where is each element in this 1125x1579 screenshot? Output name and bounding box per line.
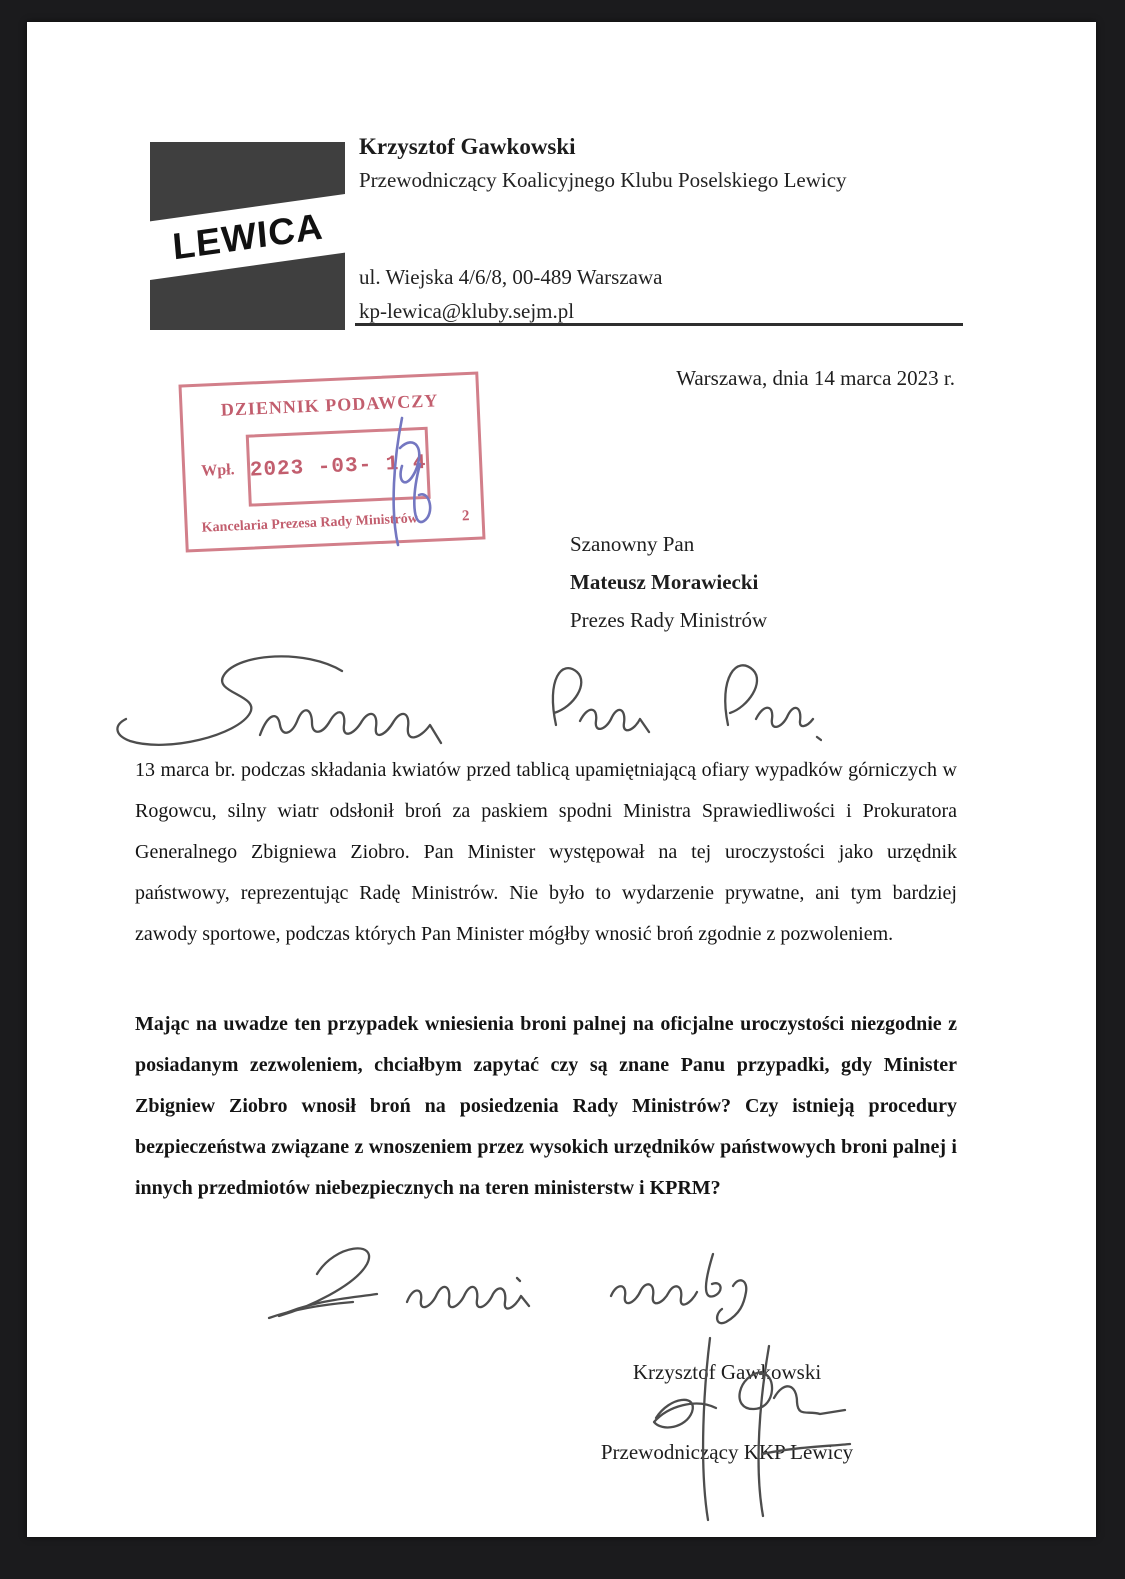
recipient-name: Mateusz Morawiecki [570, 570, 759, 594]
sender-street-address: ul. Wiejska 4/6/8, 00-489 Warszawa [359, 265, 663, 289]
sender-name: Krzysztof Gawkowski [359, 134, 576, 159]
sender-title: Przewodniczący Koalicyjnego Klubu Poselskiego Lewicy [359, 168, 847, 192]
recipient-title: Prezes Rady Ministrów [570, 608, 768, 632]
stamp-office: Kancelaria Prezesa Rady Ministrów [201, 511, 419, 536]
letter-paper [27, 22, 1096, 1537]
sender-email: kp-lewica@kluby.sejm.pl [359, 299, 575, 323]
lewica-logo-band [150, 194, 345, 281]
registry-stamp [178, 372, 485, 553]
body-paragraph-1: 13 marca br. podczas składania kwiatów przed tablicą upamiętniającą ofiary wypadków górniczych w Rogowcu, silny wiatr odsłonił broń za paskiem spodni Ministra Sprawiedliwości i Prokuratora Generalnego Zbigniewa Ziobro. Pan Minister występował na tej uroczystości jako urzędnik państwowy, reprezentując Radę Ministrów. Nie było to wydarzenie prywatne, ani tym bardziej zawody sportowe, podczas których Pan Minister mógłby wnosić broń zgodnie z pozwoleniem. [135, 759, 957, 945]
handwritten-greeting-ink [110, 655, 822, 755]
lewica-logo-text: LEWICA [170, 205, 325, 268]
stamp-number: 2 [461, 508, 470, 525]
sender-address-block [359, 260, 662, 328]
lewica-logo [150, 142, 345, 330]
stamp-title: DZIENNIK PODAWCZY [220, 390, 439, 420]
recipient-block [570, 525, 767, 639]
stamp-field-label: Wpł. [200, 461, 235, 480]
handwritten-closing-ink [255, 1240, 780, 1328]
letterhead-divider [355, 323, 963, 326]
signature-title: Przewodniczący KKP Lewicy [600, 1440, 854, 1464]
dateline: Warszawa, dnia 14 marca 2023 r. [676, 366, 955, 390]
recipient-salutation: Szanowny Pan [570, 532, 695, 556]
signature-name: Krzysztof Gawkowski [632, 1360, 822, 1384]
signature-ink [612, 1334, 852, 1524]
body-paragraph-2: Mając na uwadze ten przypadek wniesienia broni palnej na oficjalne uroczystości niezgodnie z posiadanym zezwoleniem, chciałbym zapytać czy są znane Panu przypadki, gdy Minister Zbigniew Ziobro wnosił broń na posiedzenia Rady Ministrów? Czy istnieją procedury bezpieczeństwa związane z wnoszeniem przez wysokich urzędników państwowych broni palnej i innych przedmiotów niebezpiecznych na teren ministerstw i KPRM? [135, 1013, 957, 1199]
stamp-date-value: 2023 -03- 1 4 [249, 451, 428, 483]
stamp-paraphe-ink [362, 414, 437, 549]
